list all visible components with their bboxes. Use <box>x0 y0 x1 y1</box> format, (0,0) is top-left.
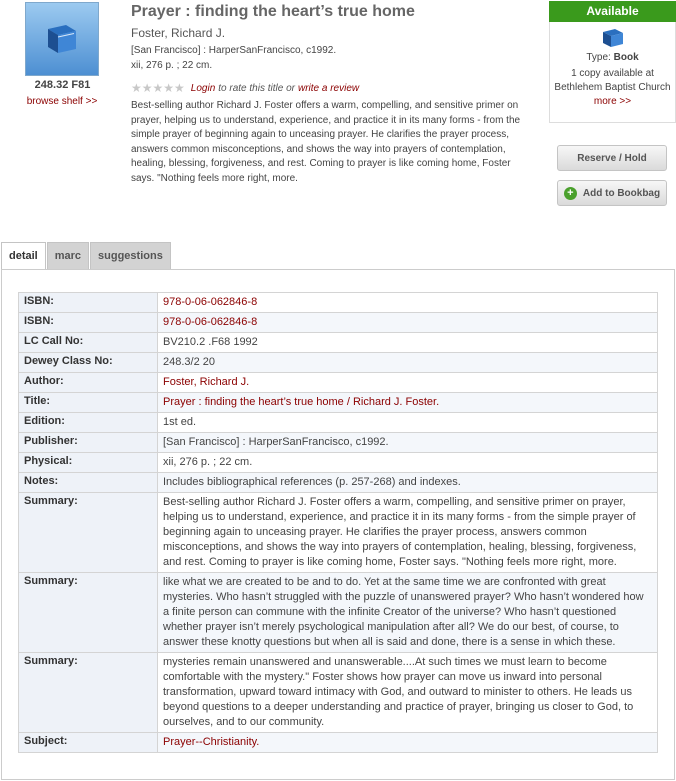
browse-shelf-link[interactable]: browse shelf >> <box>26 96 98 107</box>
book-icon <box>42 21 82 57</box>
row-value: Best-selling author Richard J. Foster offers a warm, compelling, and sensitive primer on prayer, helping us to understand, experience, and practice it in its many forms - from the simple prayer of beginning again to unceasing prayer. He clarifies the prayer process, answers common misconceptions, and shows the way into prayers of contemplation, healing, blessing, forgiveness, and rest. Coming to prayer is like coming home, Foster says. "Nothing feels more right, more. <box>158 493 658 573</box>
plus-icon: + <box>564 187 577 200</box>
location-text: Bethlehem Baptist Church <box>554 82 671 93</box>
table-row <box>19 313 658 333</box>
record-blurb: Best-selling author Richard J. Foster offers a warm, compelling, and sensitive primer on prayer, helping us to understand, experience, and practice it in its many forms - from the simple prayer of beginning again to unceasing prayer. He clarifies the prayer process, answers common misconceptions, and shows the way into prayers of contemplation, healing, blessing, forgiveness, and rest. Coming to prayer is like coming home, Foster says. "Nothing feels more right, more. <box>131 100 521 184</box>
add-to-bookbag-label: Add to Bookbag <box>582 187 661 199</box>
record-title: Prayer : finding the heart’s true home <box>131 3 415 20</box>
row-label: Physical: <box>19 453 158 473</box>
tab-detail[interactable]: detail <box>1 242 46 270</box>
row-value[interactable]: Prayer--Christianity. <box>158 733 658 753</box>
row-value: Includes bibliographical references (p. 257-268) and indexes. <box>158 473 658 493</box>
row-label: Publisher: <box>19 433 158 453</box>
row-label: Summary: <box>19 573 158 653</box>
more-link[interactable]: more >> <box>593 96 632 107</box>
row-label: Author: <box>19 373 158 393</box>
row-label: Notes: <box>19 473 158 493</box>
table-row <box>19 573 658 653</box>
row-value: 1st ed. <box>158 413 658 433</box>
row-value[interactable]: Prayer : finding the heart’s true home / Richard J. Foster. <box>158 393 658 413</box>
table-row <box>19 453 658 473</box>
type-value: Book <box>613 52 639 63</box>
rating-stars-icon[interactable]: ★★★★★ <box>131 81 185 95</box>
action-buttons <box>555 143 669 209</box>
record-physical: xii, 276 p. ; 22 cm. <box>131 60 213 71</box>
availability-status: Available <box>549 1 676 22</box>
record-tabs <box>1 242 172 270</box>
row-label: ISBN: <box>19 313 158 333</box>
row-value: mysteries remain unanswered and unanswerable....At such times we must learn to become comfortable with the mystery." Foster shows how prayer can move us inward into personal transformation, upward toward intimacy with God, and outward to minister to others. He leads us beyond questions to a deeper understanding and practice of prayer, bringing us closer to God, to ourselves, and to our community. <box>158 653 658 733</box>
table-row <box>19 393 658 413</box>
row-value[interactable]: 978-0-06-062846-8 <box>158 313 658 333</box>
row-label: Summary: <box>19 493 158 573</box>
table-row <box>19 333 658 353</box>
table-row <box>19 373 658 393</box>
table-row <box>19 733 658 753</box>
record-author: Foster, Richard J. <box>131 26 226 40</box>
availability-box <box>549 22 676 123</box>
add-to-bookbag-button[interactable] <box>557 180 667 206</box>
row-label: Dewey Class No: <box>19 353 158 373</box>
table-row <box>19 353 658 373</box>
row-label: Title: <box>19 393 158 413</box>
type-label: Type: <box>586 52 611 63</box>
rating-text: to rate this title or <box>218 82 295 94</box>
row-value: BV210.2 .F68 1992 <box>158 333 658 353</box>
row-value: like what we are created to be and to do. Yet at the same time we are confronted with great mysteries. Who hasn’t struggled with the puzzle of unanswered prayer? Who hasn’t wondered how a finite person can commune with the infinite Creator of the universe? Who hasn’t questioned whether prayer isn’t merely psychological manipulation after all? We do our best, of course, to answer these knotty questions but when all is said and done, there is a sense in which these. <box>158 573 658 653</box>
table-row <box>19 493 658 573</box>
row-label: Summary: <box>19 653 158 733</box>
row-value: xii, 276 p. ; 22 cm. <box>158 453 658 473</box>
book-type-icon <box>600 27 626 49</box>
row-value[interactable]: Foster, Richard J. <box>158 373 658 393</box>
rating-row <box>131 81 359 95</box>
tab-suggestions[interactable]: suggestions <box>90 242 171 270</box>
row-value: [San Francisco] : HarperSanFrancisco, c1992. <box>158 433 658 453</box>
row-label: ISBN: <box>19 293 158 313</box>
table-row <box>19 473 658 493</box>
row-label: Edition: <box>19 413 158 433</box>
reserve-hold-button[interactable]: Reserve / Hold <box>557 145 667 171</box>
table-row <box>19 433 658 453</box>
table-row <box>19 293 658 313</box>
row-label: LC Call No: <box>19 333 158 353</box>
table-row <box>19 653 658 733</box>
row-value: 248.3/2 20 <box>158 353 658 373</box>
record-publisher: [San Francisco] : HarperSanFrancisco, c1992. <box>131 45 337 56</box>
row-label: Subject: <box>19 733 158 753</box>
call-number: 248.32 F81 <box>34 79 91 91</box>
write-review-link[interactable]: write a review <box>297 82 360 94</box>
detail-table <box>18 292 658 753</box>
copies-text: 1 copy available at <box>571 68 654 79</box>
tab-marc[interactable]: marc <box>47 242 89 270</box>
row-value[interactable]: 978-0-06-062846-8 <box>158 293 658 313</box>
table-row <box>19 413 658 433</box>
book-cover <box>25 2 99 76</box>
login-link[interactable]: Login <box>190 82 216 94</box>
